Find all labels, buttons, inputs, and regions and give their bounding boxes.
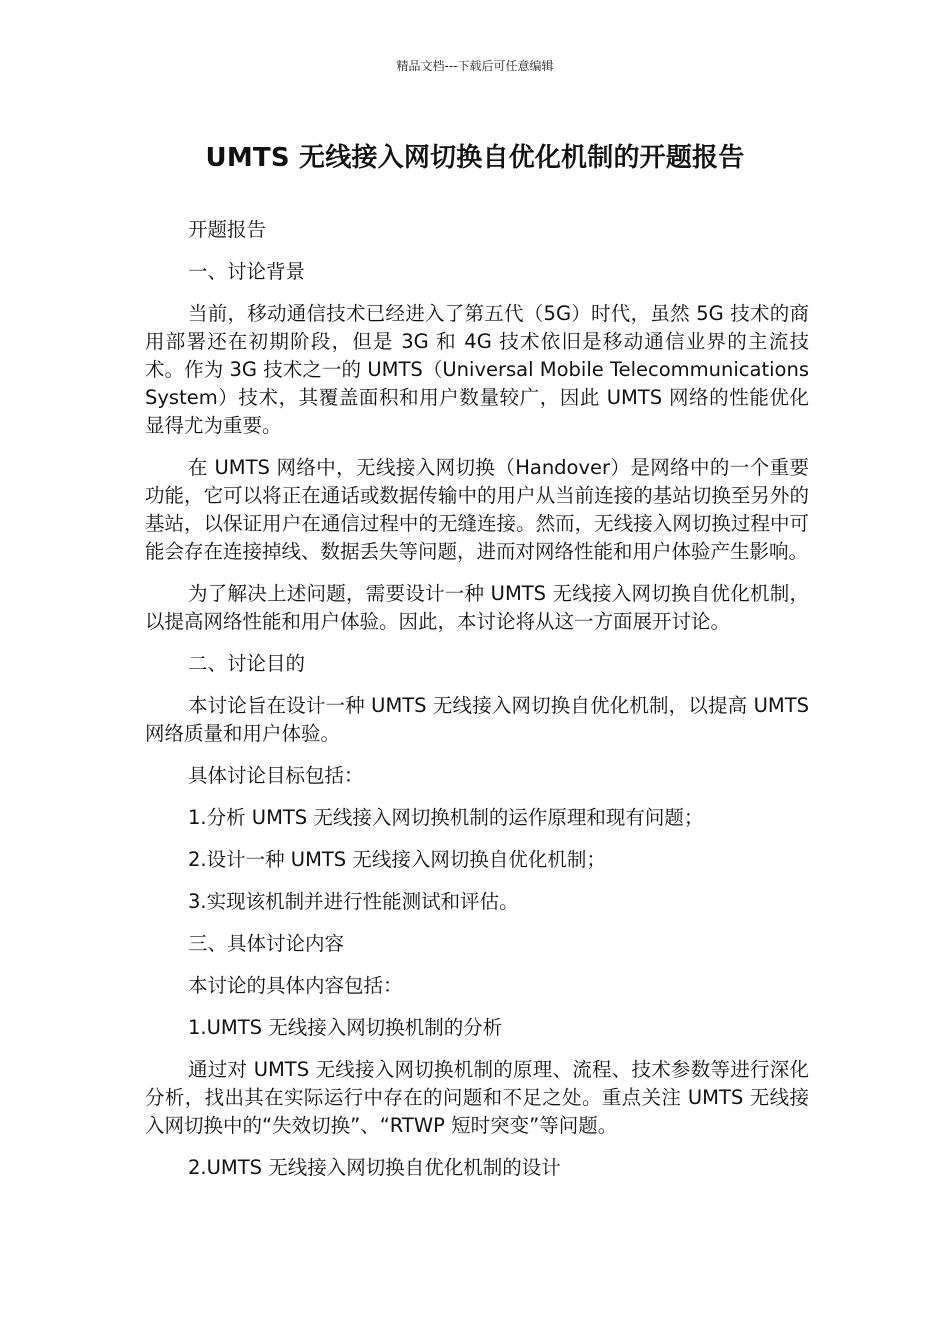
paragraph: 通过对 UMTS 无线接入网切换机制的原理、流程、技术参数等进行深化分析，找出其在实际运行中存在的问题和不足之处。重点关注 UMTS 无线接入网切换中的“失效切换”、“RTWP 短时突变”等问题。 (145, 1058, 809, 1137)
paragraph: 当前，移动通信技术已经进入了第五代（5G）时代，虽然 5G 技术的商用部署还在初期阶段，但是 3G 和 4G 技术依旧是移动通信业界的主流技术。作为 3G 技术之一的 UMTS（Universal Mobile Telecommunications System）技术，其覆盖面积和用户数量较广，因此 UMTS 网络的性能优化显得尤为重要。 (145, 302, 809, 437)
list-item: 1.分析 UMTS 无线接入网切换机制的运作原理和现有问题； (188, 806, 704, 829)
paragraph: 具体讨论目标包括： (188, 764, 364, 787)
document-title: UMTS 无线接入网切换自优化机制的开题报告 (205, 143, 745, 173)
paragraph: 为了解决上述问题，需要设计一种 UMTS 无线接入网切换自优化机制，以提高网络性能和用户体验。因此，本讨论将从这一方面展开讨论。 (145, 582, 809, 633)
paragraph-report-label: 开题报告 (188, 218, 267, 241)
header-note: 精品文档---下载后可任意编辑 (396, 59, 554, 73)
list-item: 2.设计一种 UMTS 无线接入网切换自优化机制； (188, 848, 606, 871)
subsection-heading: 1.UMTS 无线接入网切换机制的分析 (188, 1016, 503, 1039)
section-heading-purpose: 二、讨论目的 (188, 652, 306, 675)
document-body (145, 216, 809, 1196)
paragraph: 本讨论的具体内容包括： (188, 974, 403, 997)
list-item: 3.实现该机制并进行性能测试和评估。 (188, 890, 519, 913)
subsection-heading: 2.UMTS 无线接入网切换自优化机制的设计 (188, 1156, 561, 1179)
section-heading-content: 三、具体讨论内容 (188, 932, 345, 955)
paragraph: 在 UMTS 网络中，无线接入网切换（Handover）是网络中的一个重要功能，它可以将正在通话或数据传输中的用户从当前连接的基站切换至另外的基站，以保证用户在通信过程中的无缝连接。然而，无线接入网切换过程中可能会存在连接掉线、数据丢失等问题，进而对网络性能和用户体验产生影响。 (145, 456, 809, 563)
section-heading-background: 一、讨论背景 (188, 260, 306, 283)
paragraph: 本讨论旨在设计一种 UMTS 无线接入网切换自优化机制，以提高 UMTS 网络质量和用户体验。 (145, 694, 809, 745)
